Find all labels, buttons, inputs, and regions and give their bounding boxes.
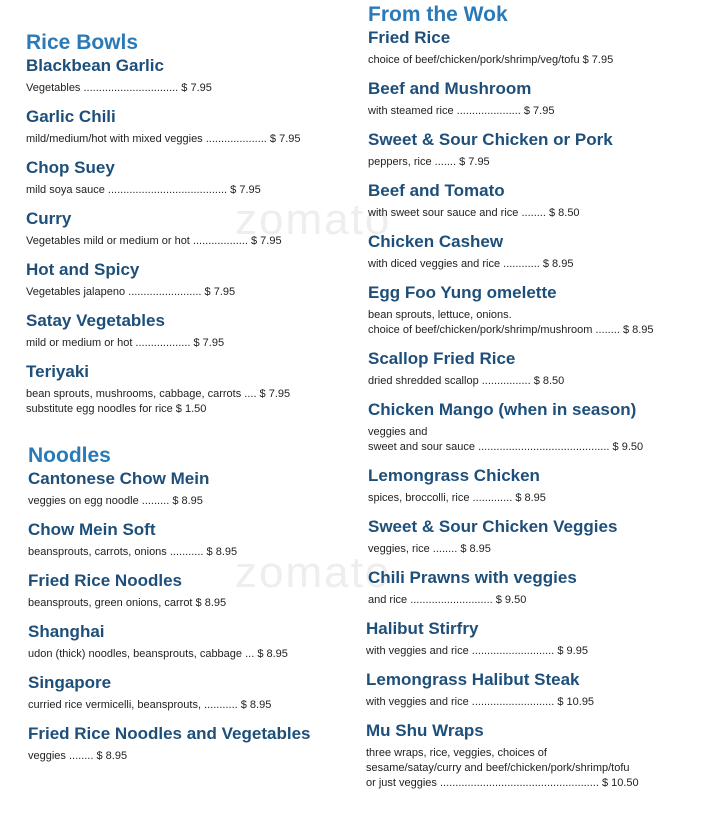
menu-item-desc: and rice ........................... $ 9.50 [368,594,527,606]
menu-item-desc: veggies, rice ........ $ 8.95 [368,543,491,555]
menu-item-name: Curry [26,209,72,228]
menu-item-desc: with veggies and rice ........................... $ 9.95 [366,645,588,657]
menu-item-desc: with sweet sour sauce and rice ........ $ 8.50 [368,207,580,219]
menu-item-name: Lemongrass Halibut Steak [366,670,580,689]
menu-item-name: Scallop Fried Rice [368,349,516,368]
menu-item-desc: spices, broccolli, rice ............. $ 8.95 [368,492,546,504]
menu-item-name: Cantonese Chow Mein [28,469,210,488]
section-title-from-the-wok: From the Wok [368,3,508,26]
menu-item-name: Chicken Cashew [368,232,504,251]
menu-item-desc: with veggies and rice ........................... $ 10.95 [366,696,595,708]
menu-item-name: Sweet & Sour Chicken Veggies [368,517,618,536]
right-column [350,0,704,815]
menu-item-desc: mild/medium/hot with mixed veggies .................... $ 7.95 [26,133,301,145]
menu-item-desc: veggies and sweet and sour sauce ........................................... $ 9.50 [368,426,644,453]
menu-item-name: Satay Vegetables [26,311,165,330]
menu-item-name: Beef and Tomato [368,181,505,200]
menu-item-desc: with steamed rice ..................... $ 7.95 [368,105,555,117]
menu-item-desc: Vegetables ............................... $ 7.95 [26,82,212,94]
menu-item-desc: curried rice vermicelli, beansprouts, ........... $ 8.95 [28,699,272,711]
menu-item-desc: Vegetables mild or medium or hot .................. $ 7.95 [26,235,282,247]
menu-item-name: Chow Mein Soft [28,520,156,539]
menu-item-desc: bean sprouts, mushrooms, cabbage, carrots .... $ 7.95 substitute egg noodles for rice $ 1.50 [26,388,291,415]
menu-item-name: Garlic Chili [26,107,116,126]
menu-item-name: Blackbean Garlic [26,56,164,75]
menu-item-desc: with diced veggies and rice ............ $ 8.95 [368,258,574,270]
menu-item-desc: beansprouts, carrots, onions ........... $ 8.95 [28,546,238,558]
menu-item-desc: dried shredded scallop ................ $ 8.50 [368,375,565,387]
menu-item-desc: veggies on egg noodle ......... $ 8.95 [28,495,203,507]
menu-item-name: Chicken Mango (when in season) [368,400,637,419]
section-title-noodles: Noodles [28,444,111,467]
menu-item-name: Egg Foo Yung omelette [368,283,557,302]
left-column [0,0,350,815]
menu-item-name: Singapore [28,673,112,692]
menu-item-desc: Vegetables jalapeno ........................ $ 7.95 [26,286,236,298]
menu-item-desc: peppers, rice ....... $ 7.95 [368,156,490,168]
menu-item-desc: beansprouts, green onions, carrot $ 8.95 [28,597,227,609]
section-title-rice-bowls: Rice Bowls [26,31,139,54]
menu-item-name: Mu Shu Wraps [366,721,484,740]
watermark-top: zomato [235,195,392,244]
menu-item-name: Halibut Stirfry [366,619,479,638]
menu-item-name: Beef and Mushroom [368,79,532,98]
menu-item-desc: mild or medium or hot .................. $ 7.95 [26,337,225,349]
menu-item-name: Teriyaki [26,362,90,381]
menu-item-desc: three wraps, rice, veggies, choices of sesame/satay/curry and beef/chicken/pork/shrimp/tofu or just veggies .................................................... $ 10.50 [366,747,639,789]
menu-item-name: Lemongrass Chicken [368,466,540,485]
menu-item-name: Sweet & Sour Chicken or Pork [368,130,613,149]
menu-item-name: Shanghai [28,622,105,641]
menu-item-name: Chop Suey [26,158,115,177]
menu-item-desc: bean sprouts, lettuce, onions. choice of beef/chicken/pork/shrimp/mushroom ........ $ 8.95 [368,309,654,336]
menu-item-desc: udon (thick) noodles, beansprouts, cabbage ... $ 8.95 [28,648,288,660]
menu-item-desc: mild soya sauce ....................................... $ 7.95 [26,184,261,196]
menu-item-name: Fried Rice Noodles [28,571,182,590]
menu-item-desc: veggies ........ $ 8.95 [28,750,128,762]
menu-item-name: Hot and Spicy [26,260,140,279]
watermark-bottom: zomato [235,548,392,597]
menu-item-desc: choice of beef/chicken/pork/shrimp/veg/tofu $ 7.95 [368,54,614,66]
menu-item-name: Chili Prawns with veggies [368,568,577,587]
menu-item-name: Fried Rice [368,28,451,47]
menu-item-name: Fried Rice Noodles and Vegetables [28,724,311,743]
